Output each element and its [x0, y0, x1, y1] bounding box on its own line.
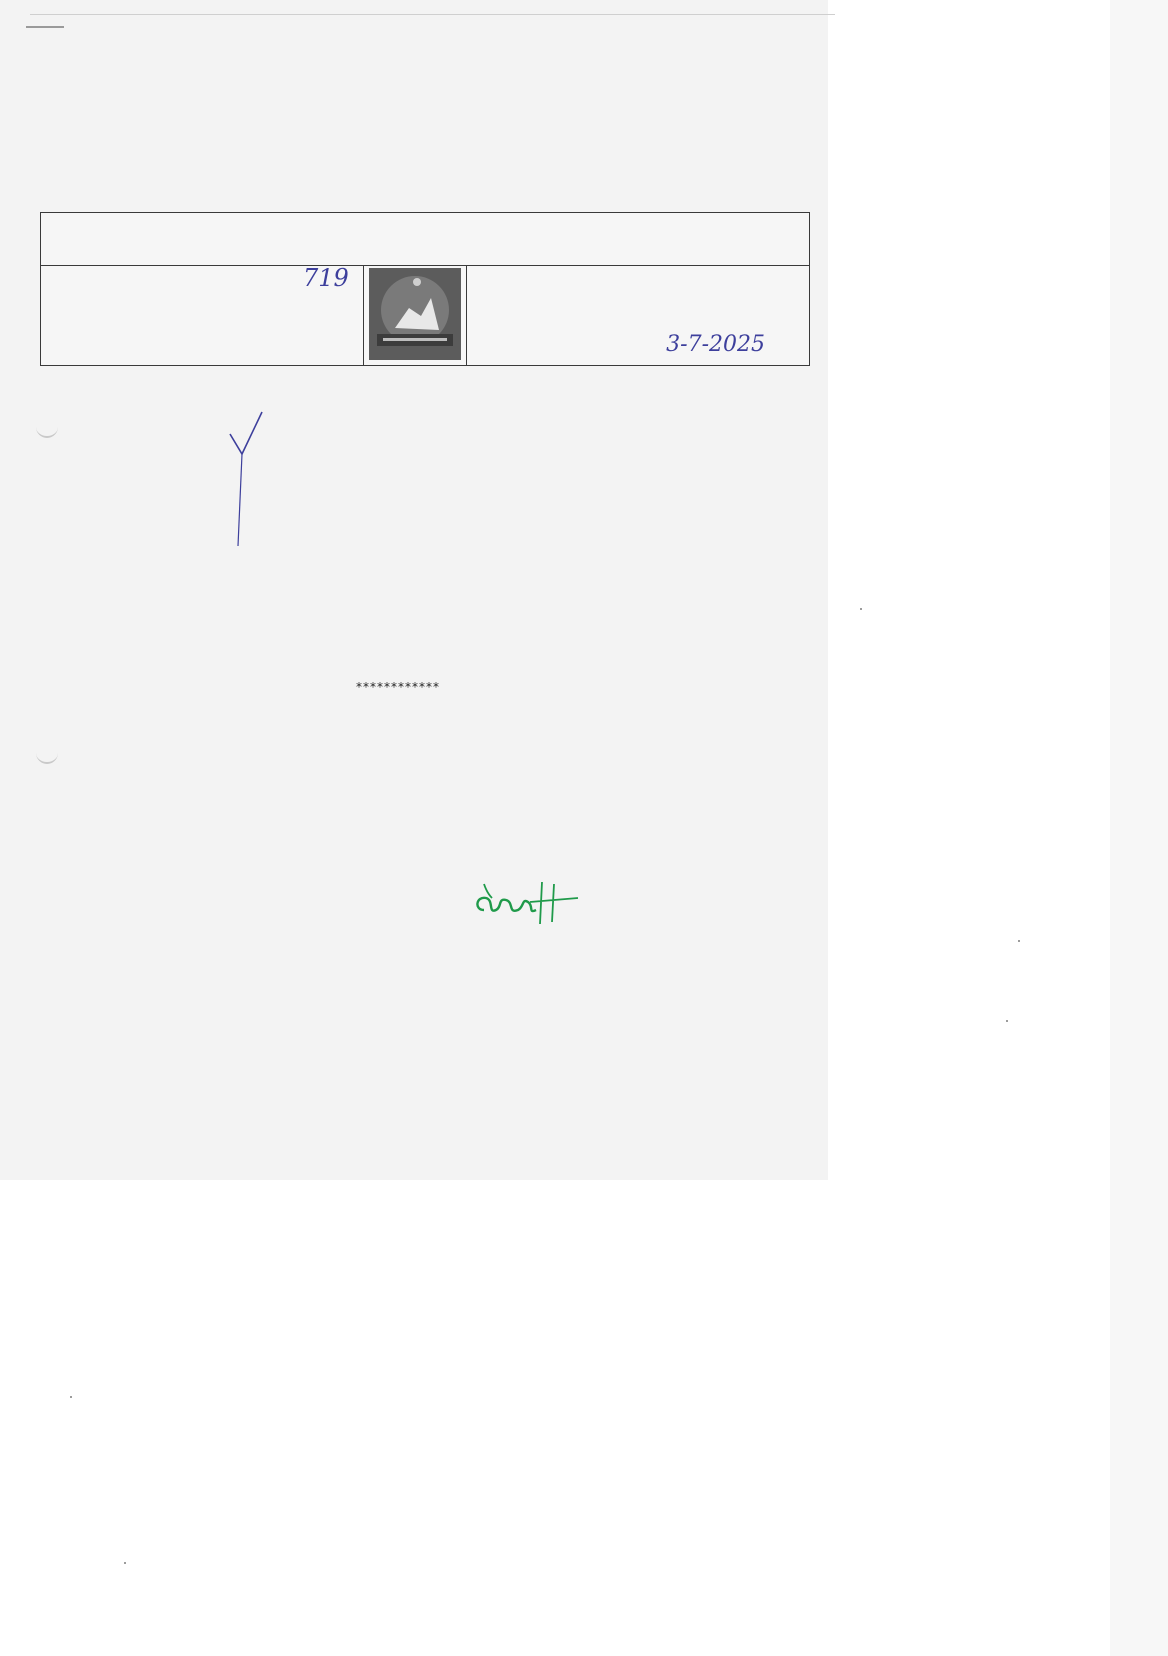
date-field [660, 332, 765, 357]
office-cell [467, 266, 809, 366]
scan-margin-shadow [1110, 0, 1168, 1656]
handwritten-tick-mark [228, 410, 268, 550]
scan-speck [70, 1396, 72, 1398]
punch-hole-mark [36, 748, 58, 764]
date-handwritten: 3-7-2025 [666, 332, 765, 357]
reference-cell [41, 266, 364, 366]
signature-image [470, 880, 580, 930]
scan-speck [860, 608, 862, 610]
emblem-logo-image [369, 268, 461, 360]
letterhead [40, 212, 810, 366]
logo-cell [364, 266, 467, 366]
punch-hole-mark [36, 422, 58, 438]
scan-speck [1006, 1020, 1008, 1022]
separator: ************ [356, 680, 440, 694]
scan-mark [26, 26, 64, 28]
letterhead-info-row [41, 265, 809, 366]
scan-speck [124, 1562, 126, 1564]
scan-speck [1018, 940, 1020, 942]
scan-edge [30, 14, 835, 15]
reference-number-handwritten: 719 [303, 264, 349, 292]
